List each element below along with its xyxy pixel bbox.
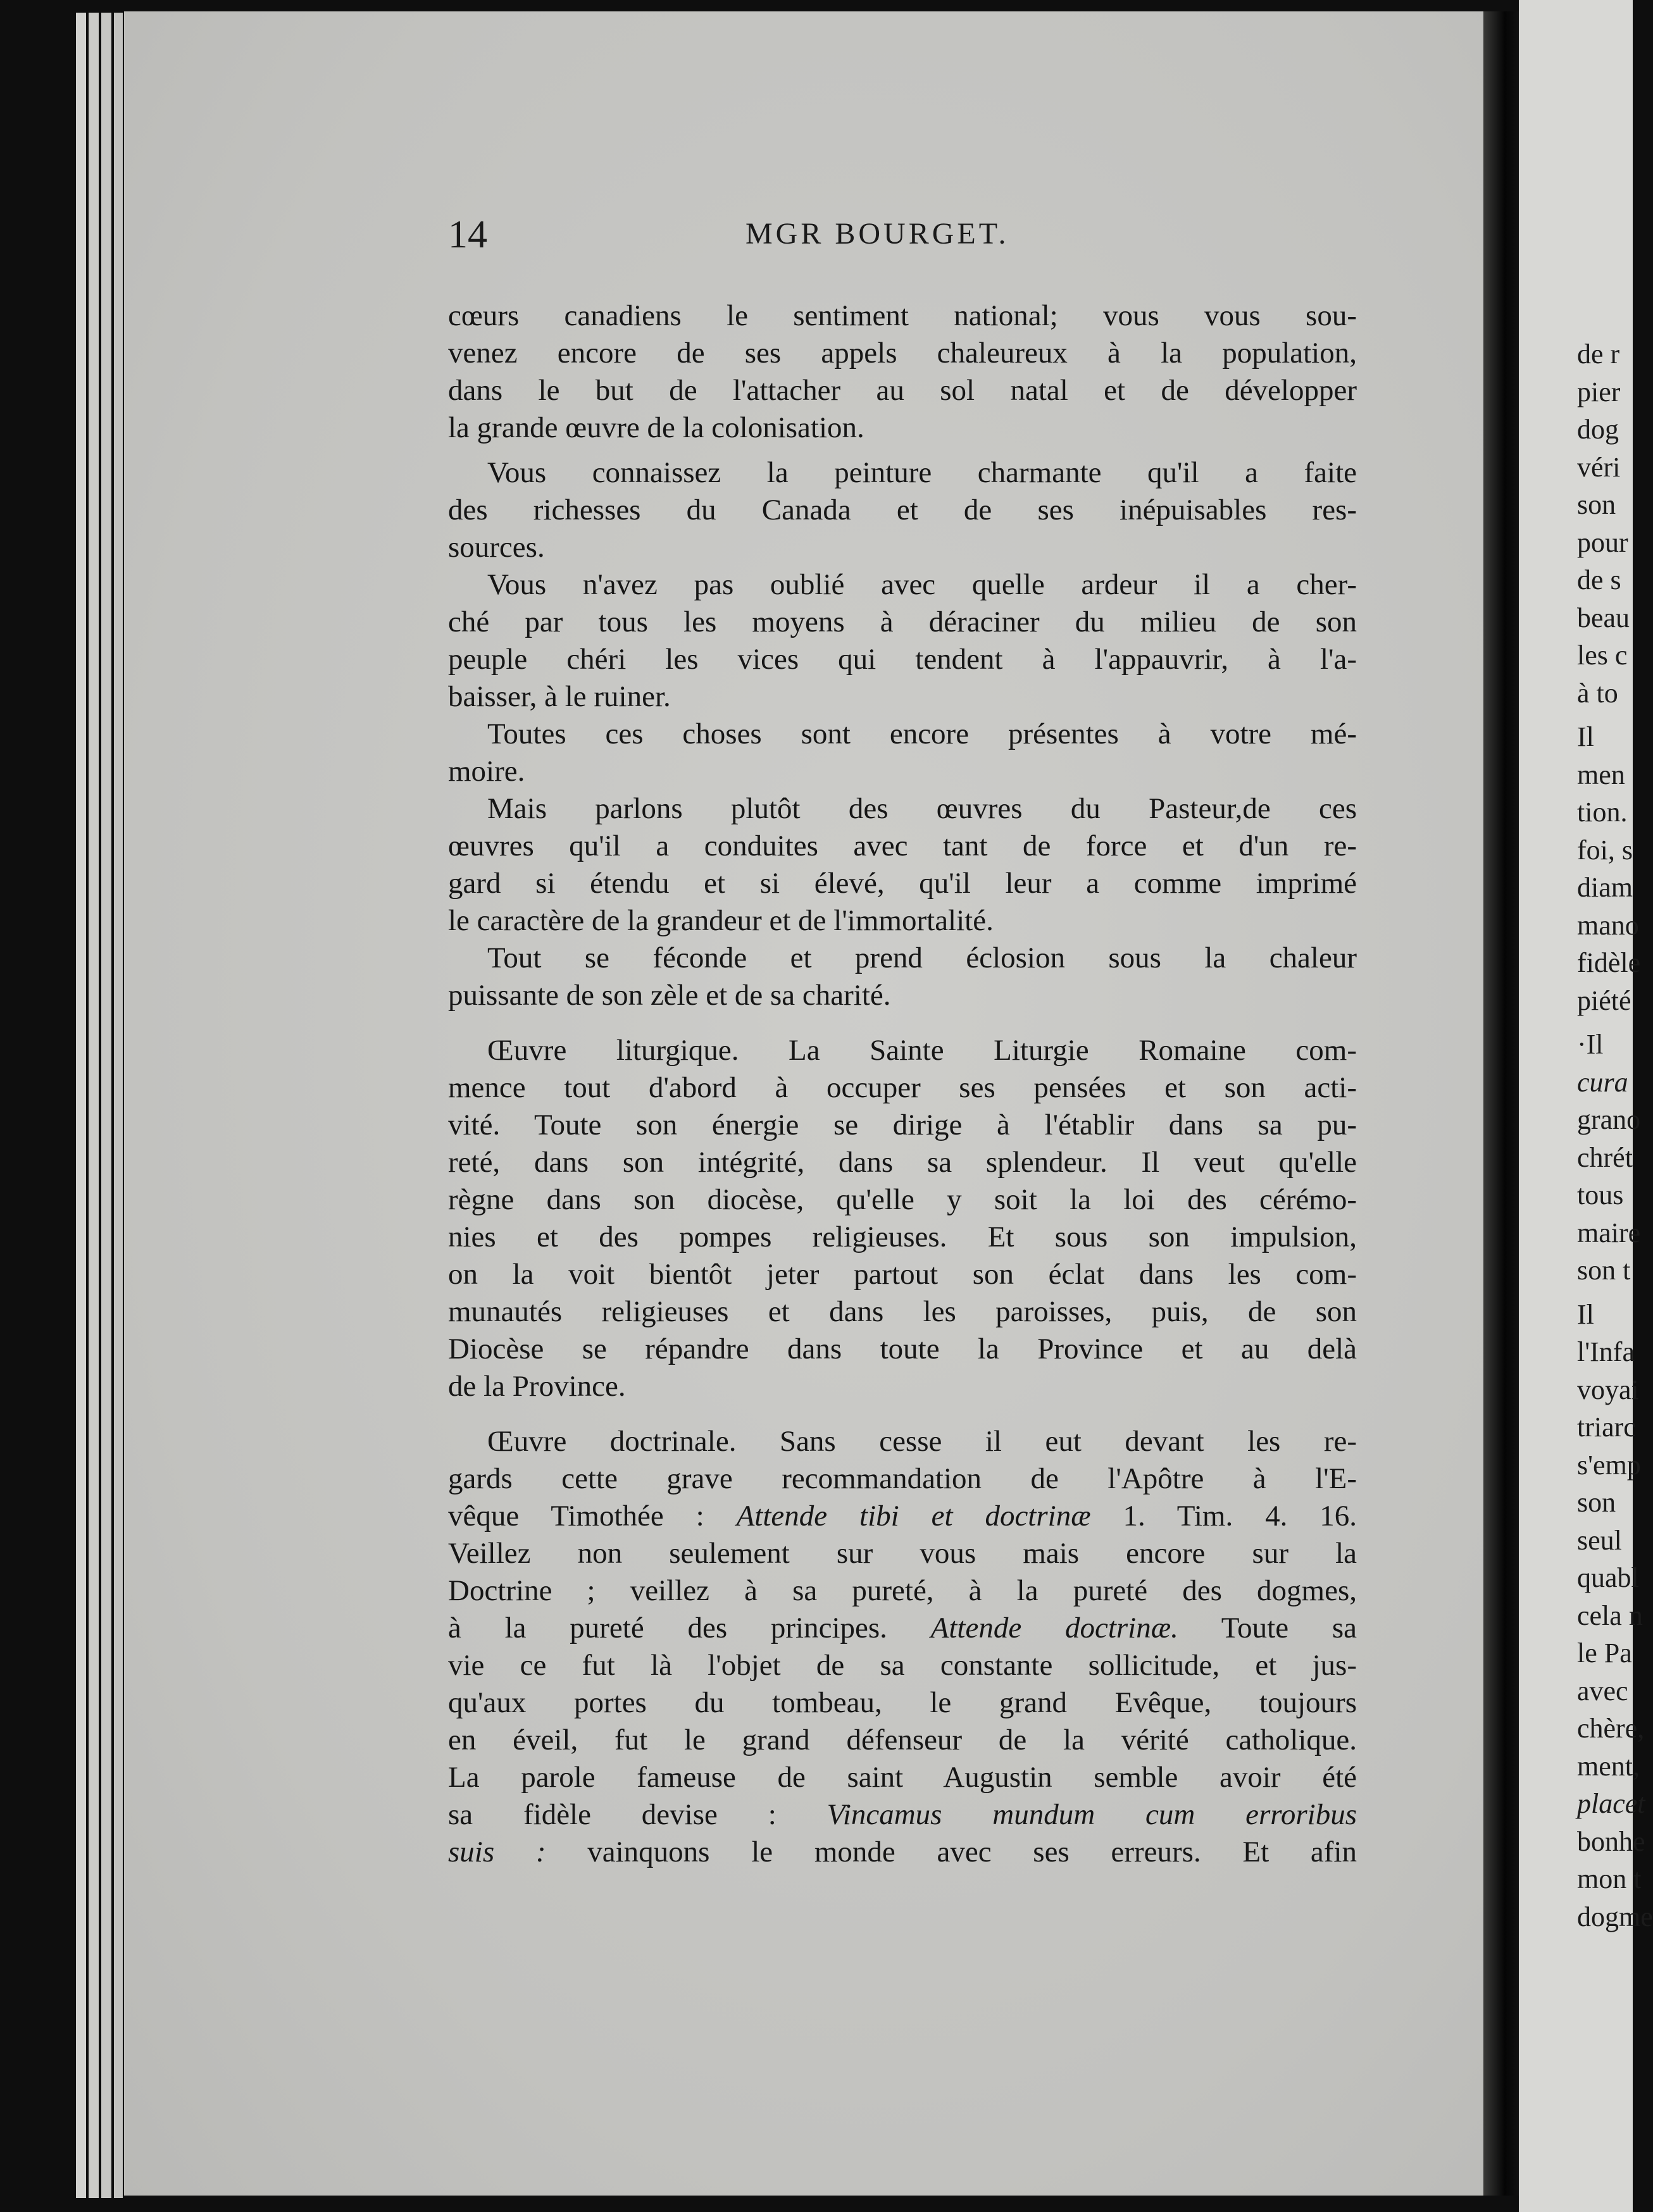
- facing-line: tion.: [1577, 797, 1628, 828]
- facing-line: maire: [1577, 1217, 1641, 1248]
- text-line: Mais parlons plutôt des œuvres du Pasteur,de ces: [487, 792, 1357, 825]
- page-edge: [89, 13, 99, 2198]
- text-line: en éveil, fut le grand défenseur de la vérité catholique.: [448, 1724, 1357, 1756]
- facing-line: mon t: [1577, 1863, 1642, 1894]
- text-line: la grande œuvre de la colonisation.: [448, 411, 864, 444]
- text-line: venez encore de ses appels chaleureux à la population,: [448, 337, 1357, 370]
- page-header: [448, 213, 1356, 257]
- facing-line: men: [1577, 759, 1625, 790]
- facing-line: de r: [1577, 339, 1620, 370]
- text-run: à la pureté des principes.: [448, 1612, 931, 1644]
- text-line: baisser, à le ruiner.: [448, 680, 671, 713]
- text-line: [448, 1498, 1357, 1535]
- facing-line: le Pa: [1577, 1637, 1632, 1668]
- facing-line: son: [1577, 489, 1616, 520]
- text-line: des richesses du Canada et de ses inépuisables res-: [448, 494, 1357, 526]
- text-line: ché par tous les moyens à déraciner du milieu de son: [448, 606, 1357, 638]
- facing-line: seul: [1577, 1524, 1622, 1556]
- facing-line: cela n: [1577, 1600, 1643, 1631]
- text-line: dans le but de l'attacher au sol natal et de développer: [448, 374, 1357, 407]
- facing-line: diam: [1577, 872, 1633, 903]
- paragraph-doctrine: [448, 1423, 1357, 1871]
- text-line: Doctrine ; veillez à sa pureté, à la pureté des dogmes,: [448, 1574, 1357, 1607]
- page-body: [448, 297, 1357, 1871]
- facing-line: chrét: [1577, 1141, 1633, 1173]
- facing-line: l'Infa: [1577, 1336, 1635, 1367]
- text-line: règne dans son diocèse, qu'elle y soit la loi des cérémo-: [448, 1183, 1357, 1216]
- facing-line: dog: [1577, 414, 1619, 445]
- text-line: on la voit bientôt jeter partout son éclat dans les com-: [448, 1258, 1357, 1291]
- text-line: [448, 1796, 1357, 1834]
- paragraph: [448, 566, 1357, 716]
- facing-line: de s: [1577, 564, 1621, 595]
- facing-line: ·Il: [1577, 1029, 1604, 1060]
- facing-line: son t: [1577, 1255, 1631, 1286]
- facing-line: ment,: [1577, 1750, 1640, 1782]
- text-line: mence tout d'abord à occuper ses pensées et son acti-: [448, 1071, 1357, 1104]
- running-head: MGR BOURGET.: [745, 217, 1009, 251]
- facing-line: triarc: [1577, 1412, 1636, 1443]
- paragraph: [448, 716, 1357, 790]
- facing-line: tous: [1577, 1179, 1624, 1210]
- text-line: munautés religieuses et dans les paroisses, puis, de son: [448, 1295, 1357, 1328]
- text-line: Toutes ces choses sont encore présentes à votre mé-: [487, 718, 1357, 750]
- text-line: vie ce fut là l'objet de sa constante sollicitude, et jus-: [448, 1649, 1357, 1682]
- page-number: 14: [448, 213, 487, 256]
- paragraph: [448, 940, 1357, 1014]
- facing-line: grano: [1577, 1104, 1641, 1135]
- text-line: Vous connaissez la peinture charmante qu'il a faite: [487, 456, 1357, 489]
- text-line: peuple chéri les vices qui tendent à l'appauvrir, à l'a-: [448, 643, 1357, 676]
- text-run: sa fidèle devise :: [448, 1798, 827, 1831]
- facing-line: placet: [1577, 1788, 1645, 1819]
- text-run: Toute sa: [1178, 1612, 1357, 1644]
- text-line: [448, 1610, 1357, 1647]
- facing-line: les c: [1577, 640, 1628, 671]
- facing-line: beau: [1577, 602, 1630, 633]
- facing-line: chère,: [1577, 1713, 1645, 1744]
- text-line: La parole fameuse de saint Augustin semble avoir été: [448, 1761, 1357, 1794]
- text-run: vêque Timothée :: [448, 1500, 737, 1532]
- text-line: qu'aux portes du tombeau, le grand Evêque, toujours: [448, 1686, 1357, 1719]
- facing-line: mano: [1577, 909, 1639, 941]
- facing-line: à to: [1577, 677, 1618, 709]
- text-line: [448, 1834, 1357, 1871]
- facing-line: son: [1577, 1487, 1616, 1518]
- text-line: Vous n'avez pas oublié avec quelle ardeur il a cher-: [487, 568, 1357, 601]
- book-gutter: [1483, 11, 1519, 2196]
- facing-page-text: [1519, 335, 1653, 1936]
- paragraph: [448, 297, 1357, 447]
- text-line: œuvres qu'il a conduites avec tant de force et d'un re-: [448, 830, 1357, 862]
- facing-line: pour: [1577, 526, 1628, 558]
- facing-line: Il: [1577, 1298, 1594, 1330]
- text-run: 1. Tim. 4. 16.: [1090, 1500, 1357, 1532]
- text-line: Tout se féconde et prend éclosion sous la chaleur: [487, 941, 1357, 974]
- text-line: Œuvre liturgique. La Sainte Liturgie Romaine com-: [487, 1034, 1357, 1067]
- latin-quote: Attende tibi et doctrinæ: [736, 1500, 1091, 1532]
- facing-line: dogme: [1577, 1901, 1653, 1932]
- facing-line: piété: [1577, 985, 1631, 1016]
- text-line: gards cette grave recommandation de l'Apôtre à l'E-: [448, 1462, 1357, 1495]
- facing-line: bonhe: [1577, 1825, 1645, 1857]
- text-line: de la Province.: [448, 1370, 626, 1403]
- paragraph: [448, 454, 1357, 566]
- text-line: Diocèse se répandre dans toute la Province et au delà: [448, 1333, 1357, 1365]
- facing-line: pier: [1577, 376, 1621, 407]
- facing-line: avec: [1577, 1675, 1628, 1706]
- text-line: le caractère de la grandeur et de l'immortalité.: [448, 904, 994, 937]
- latin-quote: Vincamus mundum cum erroribus: [826, 1798, 1357, 1831]
- latin-quote: suis :: [448, 1836, 546, 1868]
- facing-line: foi, s: [1577, 834, 1633, 866]
- text-line: puissante de son zèle et de sa charité.: [448, 979, 891, 1012]
- facing-line: Il: [1577, 721, 1594, 752]
- facing-line: véri: [1577, 451, 1621, 483]
- latin-quote: Attende doctrinæ.: [930, 1612, 1178, 1644]
- paragraph: [448, 790, 1357, 940]
- page-edge: [114, 13, 123, 2198]
- facing-line: quabl: [1577, 1562, 1639, 1593]
- text-line: reté, dans son intégrité, dans sa splendeur. Il veut qu'elle: [448, 1146, 1357, 1179]
- text-line: sources.: [448, 531, 545, 564]
- paragraph-liturgy: [448, 1032, 1357, 1405]
- facing-line: cura: [1577, 1066, 1628, 1098]
- facing-line: voyai: [1577, 1374, 1639, 1405]
- text-line: gard si étendu et si élevé, qu'il leur a comme imprimé: [448, 867, 1357, 900]
- text-line: nies et des pompes religieuses. Et sous son impulsion,: [448, 1221, 1357, 1253]
- page-edge: [76, 13, 86, 2198]
- text-line: moire.: [448, 755, 525, 788]
- text-line: Œuvre doctrinale. Sans cesse il eut devant les re-: [487, 1425, 1357, 1458]
- facing-line: fidèle: [1577, 947, 1641, 978]
- text-line: vité. Toute son énergie se dirige à l'établir dans sa pu-: [448, 1109, 1357, 1141]
- facing-page: [1519, 0, 1653, 2212]
- page-edge: [101, 13, 111, 2198]
- text-line: Veillez non seulement sur vous mais encore sur la: [448, 1537, 1357, 1570]
- text-line: cœurs canadiens le sentiment national; vous vous sou-: [448, 299, 1357, 332]
- facing-line: s'emp: [1577, 1449, 1641, 1481]
- text-run: vainquons le monde avec ses erreurs. Et afin: [546, 1836, 1357, 1868]
